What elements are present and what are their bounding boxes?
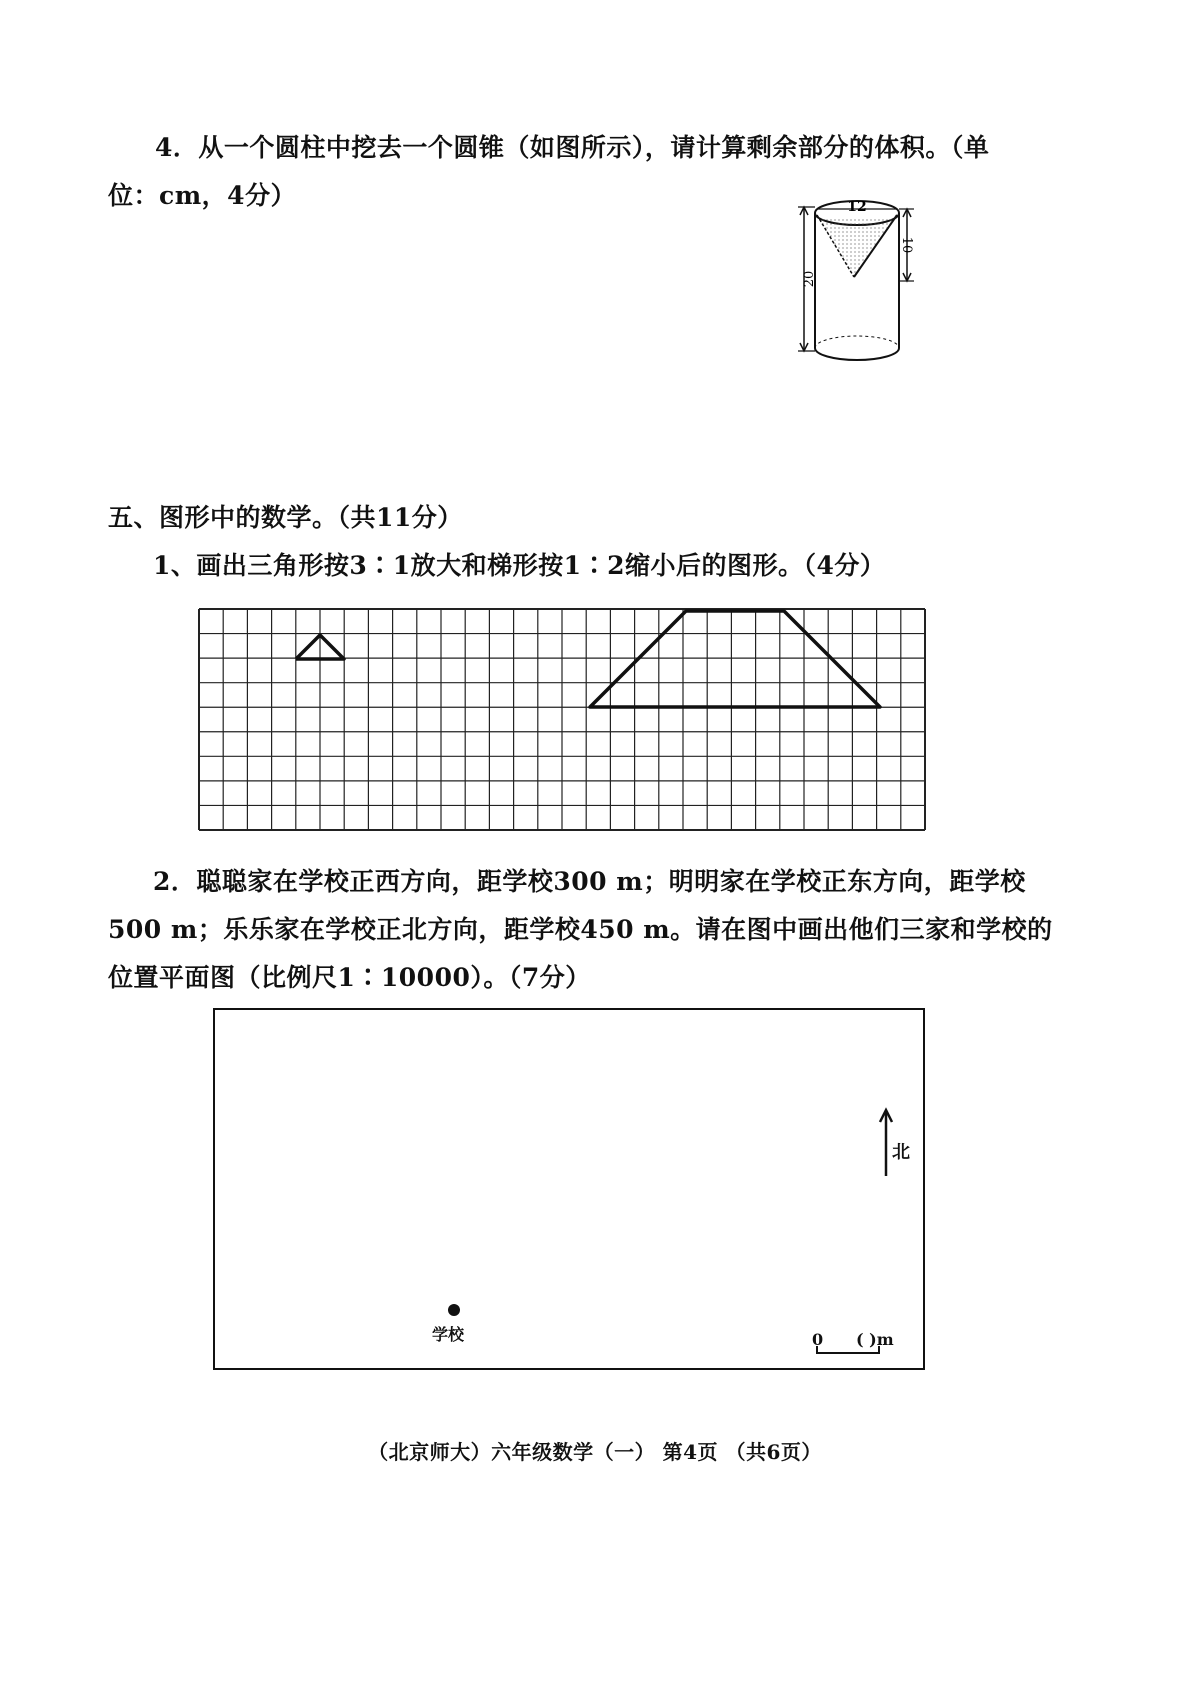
q4-line2: 位：cm，4分） bbox=[108, 181, 297, 210]
grid-figure bbox=[198, 608, 932, 832]
school-label: 学校 bbox=[432, 1325, 465, 1344]
cylinder-bottom-front bbox=[815, 348, 899, 360]
section5-heading: 五、图形中的数学。（共11分） bbox=[108, 503, 463, 532]
map-box bbox=[213, 1008, 925, 1370]
scale-bar-icon bbox=[815, 1344, 883, 1356]
section5-q1: 1、画出三角形按3∶1放大和梯形按1∶2缩小后的图形。（4分） bbox=[153, 551, 886, 580]
height-10-label: 10 bbox=[899, 236, 914, 254]
scale-zero: 0 bbox=[812, 1330, 824, 1349]
q4-line1: 4．从一个圆柱中挖去一个圆锥（如图所示），请计算剩余部分的体积。（单 bbox=[155, 133, 990, 162]
scale-unit: ( )m bbox=[856, 1330, 894, 1349]
section5-q2-line2: 500 m；乐乐家在学校正北方向，距学校450 m。请在图中画出他们三家和学校的 bbox=[108, 915, 1053, 944]
cone-shape bbox=[818, 217, 896, 277]
section5-q2-line3: 位置平面图（比例尺1∶10000）。（7分） bbox=[108, 963, 591, 992]
diameter-label: 12 bbox=[847, 199, 867, 215]
cylinder-bottom-back bbox=[815, 336, 899, 348]
section5-q2-line1: 2．聪聪家在学校正西方向，距学校300 m；明明家在学校正东方向，距学校 bbox=[153, 867, 1026, 896]
north-label: 北 bbox=[892, 1142, 910, 1163]
height-20-label: 20 bbox=[802, 270, 817, 288]
cylinder-cone-figure bbox=[790, 195, 930, 375]
trapezoid-shape bbox=[590, 611, 880, 707]
school-dot bbox=[448, 1304, 460, 1316]
page-footer: （北京师大）六年级数学（一） 第4页 （共6页） bbox=[368, 1440, 822, 1464]
